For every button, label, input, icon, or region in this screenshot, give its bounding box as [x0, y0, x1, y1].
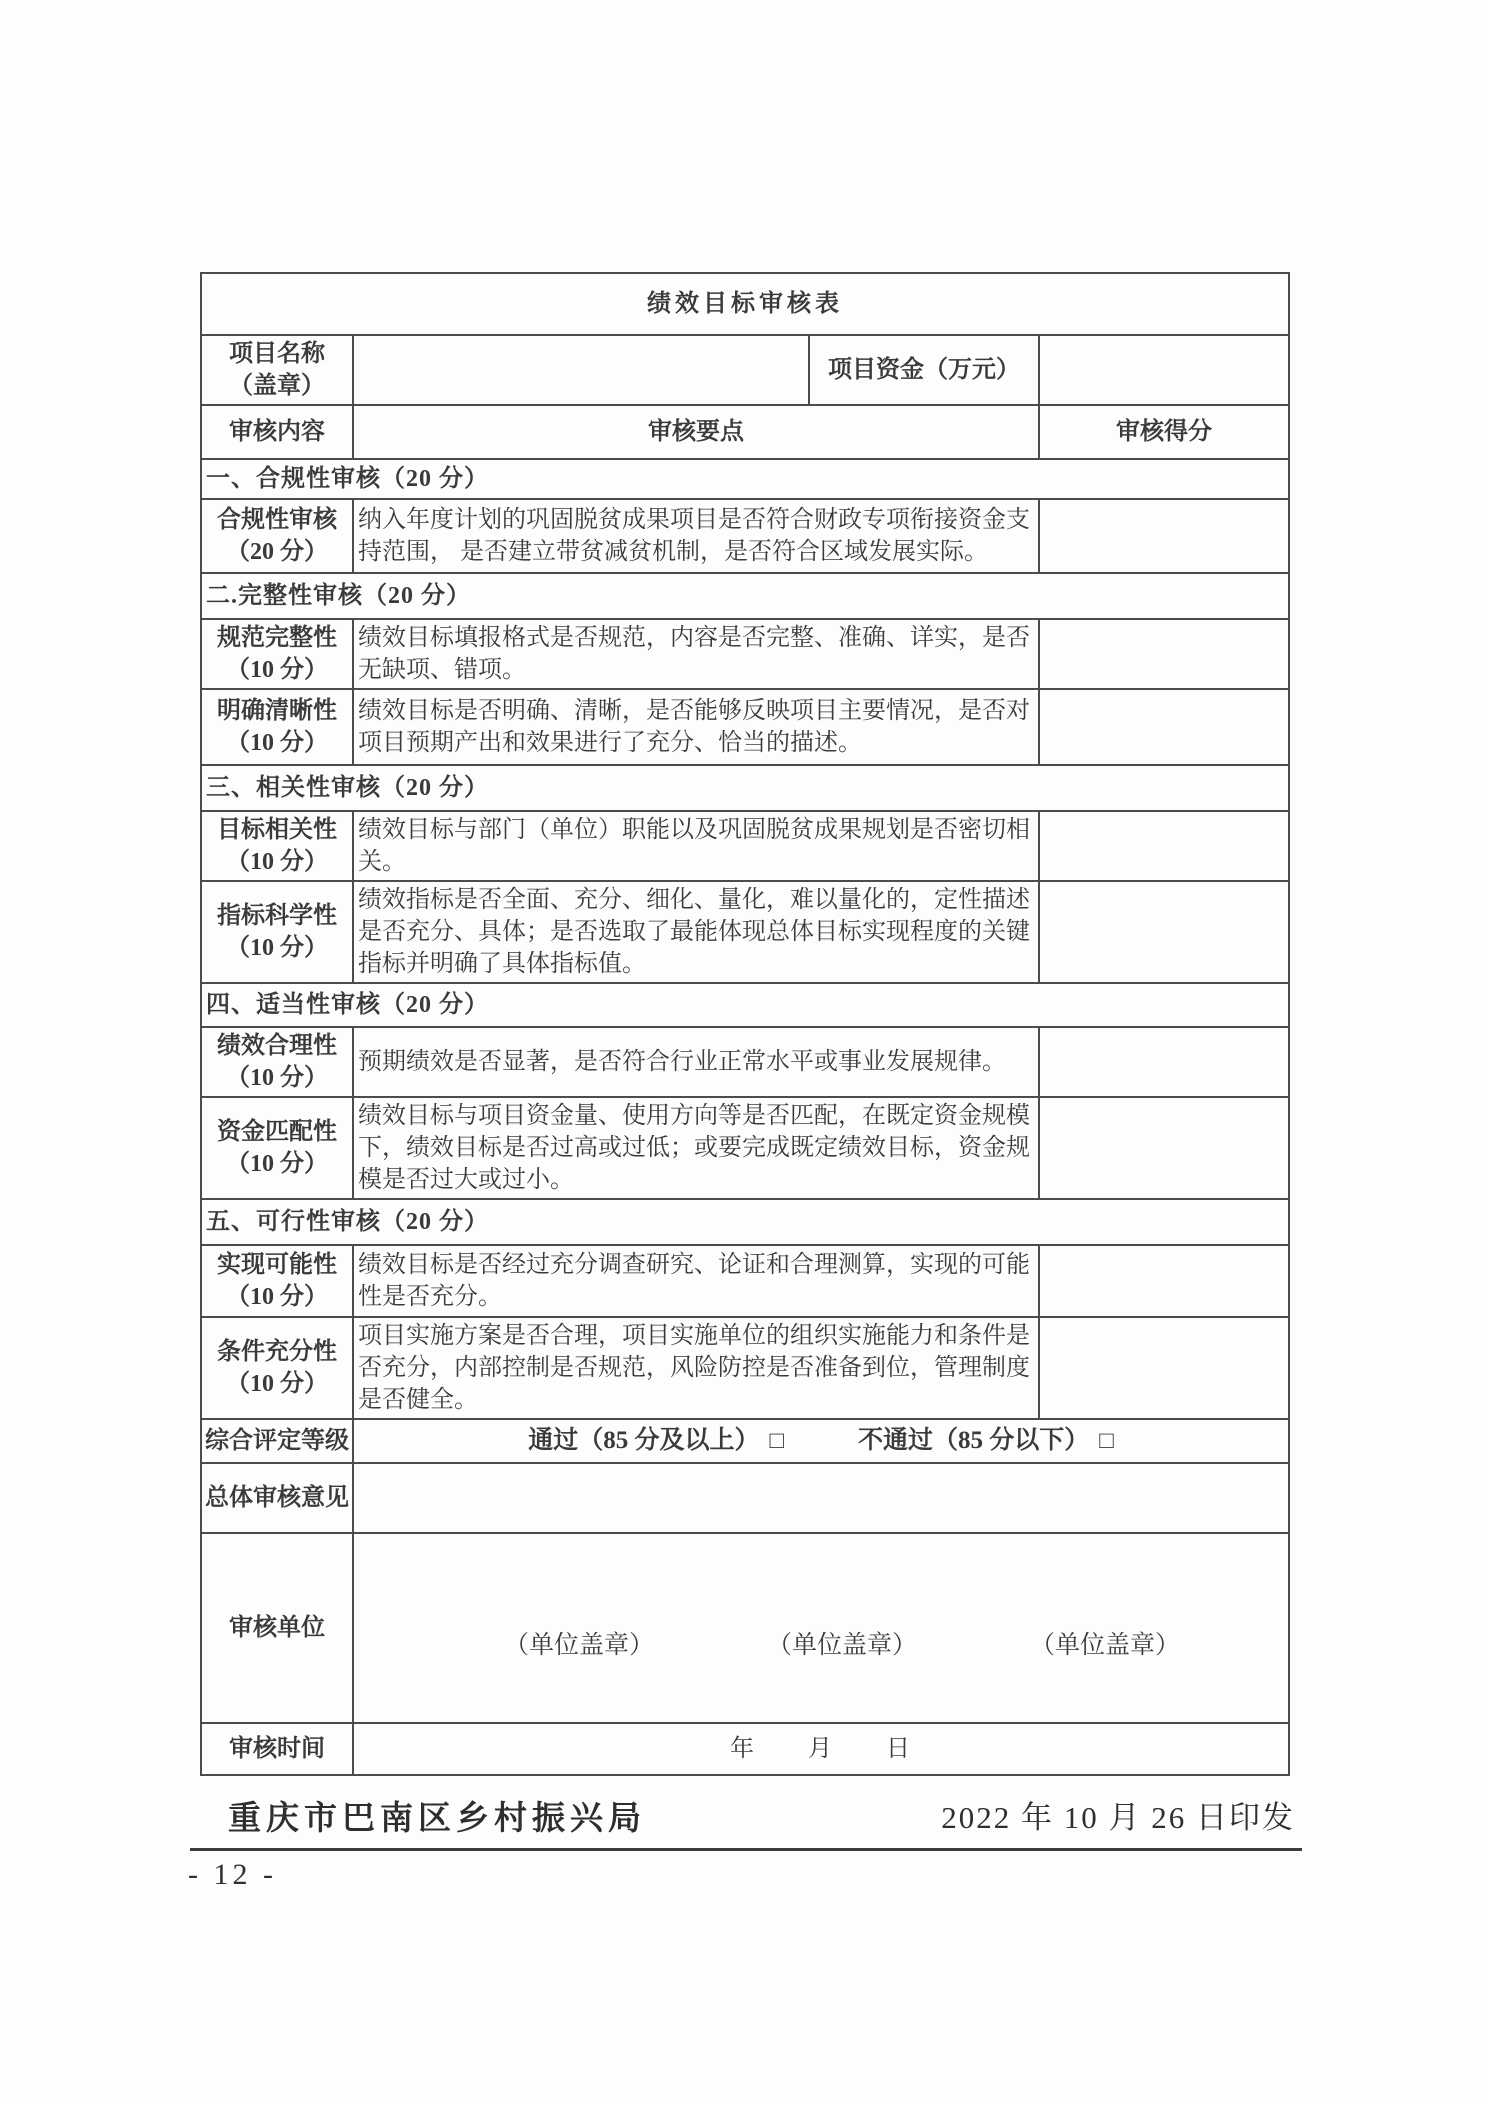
project-fund-label-cell: 项目资金（万元） — [809, 335, 1039, 405]
section-heading-completeness: 二.完整性审核（20 分） — [201, 573, 1289, 619]
overall-opinion-value-cell — [353, 1463, 1289, 1533]
row-label-indicator-science — [201, 881, 353, 983]
row-label-sub: （10 分） — [226, 1371, 328, 1397]
unit-stamp-1: （单位盖章） — [504, 1632, 655, 1659]
row-label-goal-relevance — [201, 811, 353, 881]
row-label-text: 目标相关性 — [217, 817, 337, 843]
section-heading-compliance: 一、合规性审核（20 分） — [201, 459, 1289, 499]
row-label-clarity — [201, 689, 353, 765]
row-label-text: 指标科学性 — [217, 903, 337, 929]
review-time-value-cell: 年 月 日 — [353, 1723, 1289, 1775]
section-heading-feasibility: 五、可行性审核（20 分） — [201, 1199, 1289, 1245]
review-unit-label-cell: 审核单位 — [201, 1533, 353, 1723]
points-condition-sufficiency: 项目实施方案是否合理，项目实施单位的组织实施能力和条件是否充分，内部控制是否规范，风险防控是否准备到位，管理制度是否健全。 — [353, 1317, 1039, 1419]
row-label-realization-possibility — [201, 1245, 353, 1317]
rating-pass-label: 通过（85 分及以上） — [528, 1427, 760, 1454]
section-heading-relevance: 三、相关性审核（20 分） — [201, 765, 1289, 811]
points-fund-matching: 绩效目标与项目资金量、使用方向等是否匹配，在既定资金规模下，绩效目标是否过高或过低；或要完成既定绩效目标，资金规模是否过大或过小。 — [353, 1097, 1039, 1199]
score-performance-reasonableness — [1039, 1027, 1289, 1097]
header-points-cell: 审核要点 — [353, 405, 1039, 459]
row-label-sub: （10 分） — [226, 1284, 328, 1310]
review-form-table — [200, 272, 1290, 1776]
points-format-completeness: 绩效目标填报格式是否规范，内容是否完整、准确、详实，是否无缺项、错项。 — [353, 619, 1039, 689]
row-label-text: 合规性审核 — [217, 507, 337, 533]
points-indicator-science: 绩效指标是否全面、充分、细化、量化，难以量化的，定性描述是否充分、具体；是否选取了最能体现总体目标实现程度的关键指标并明确了具体指标值。 — [353, 881, 1039, 983]
row-label-sub: （20 分） — [226, 539, 328, 565]
points-compliance: 纳入年度计划的巩固脱贫成果项目是否符合财政专项衔接资金支持范围， 是否建立带贫减贫机制，是否符合区域发展实际。 — [353, 499, 1039, 573]
rating-label-cell: 综合评定等级 — [201, 1419, 353, 1463]
row-label-format-completeness — [201, 619, 353, 689]
row-label-sub: （10 分） — [226, 935, 328, 961]
row-label-performance-reasonableness — [201, 1027, 353, 1097]
points-performance-reasonableness: 预期绩效是否显著，是否符合行业正常水平或事业发展规律。 — [353, 1027, 1039, 1097]
row-label-condition-sufficiency — [201, 1317, 353, 1419]
footer-divider-line — [190, 1848, 1302, 1851]
points-realization-possibility: 绩效目标是否经过充分调查研究、论证和合理测算，实现的可能性是否充分。 — [353, 1245, 1039, 1317]
project-name-label-cell — [201, 335, 353, 405]
rating-pass-option — [528, 1425, 784, 1457]
row-label-compliance — [201, 499, 353, 573]
section-heading-appropriateness: 四、适当性审核（20 分） — [201, 983, 1289, 1027]
score-goal-relevance — [1039, 811, 1289, 881]
points-goal-relevance: 绩效目标与部门（单位）职能以及巩固脱贫成果规划是否密切相关。 — [353, 811, 1039, 881]
project-fund-value-cell — [1039, 335, 1289, 405]
row-label-sub: （10 分） — [226, 849, 328, 875]
project-name-value-cell — [353, 335, 809, 405]
row-label-sub: （10 分） — [226, 1151, 328, 1177]
row-label-text: 条件充分性 — [217, 1339, 337, 1365]
score-indicator-science — [1039, 881, 1289, 983]
score-compliance — [1039, 499, 1289, 573]
review-time-label-cell: 审核时间 — [201, 1723, 353, 1775]
unit-stamp-3: （单位盖章） — [1029, 1632, 1180, 1659]
footer-issuing-org: 重庆市巴南区乡村振兴局 — [228, 1801, 646, 1837]
rating-options-cell — [353, 1419, 1289, 1463]
row-label-sub: （10 分） — [226, 730, 328, 756]
form-title: 绩效目标审核表 — [201, 273, 1289, 335]
rating-fail-label: 不通过（85 分以下） — [858, 1427, 1090, 1454]
score-condition-sufficiency — [1039, 1317, 1289, 1419]
score-format-completeness — [1039, 619, 1289, 689]
row-label-text: 绩效合理性 — [217, 1033, 337, 1059]
fail-checkbox: □ — [1099, 1428, 1114, 1454]
page-number: - 12 - — [188, 1858, 277, 1891]
score-realization-possibility — [1039, 1245, 1289, 1317]
header-content-cell: 审核内容 — [201, 405, 353, 459]
unit-stamp-2: （单位盖章） — [766, 1632, 917, 1659]
row-label-text: 实现可能性 — [217, 1252, 337, 1278]
review-unit-stamps-cell — [353, 1533, 1289, 1723]
row-label-sub: （10 分） — [226, 1065, 328, 1091]
row-label-text: 规范完整性 — [217, 625, 337, 651]
row-label-text: 资金匹配性 — [217, 1119, 337, 1145]
row-label-fund-matching — [201, 1097, 353, 1199]
points-clarity: 绩效目标是否明确、清晰，是否能够反映项目主要情况，是否对项目预期产出和效果进行了充分、恰当的描述。 — [353, 689, 1039, 765]
row-label-sub: （10 分） — [226, 657, 328, 683]
footer-issue-date: 2022 年 10 月 26 日印发 — [941, 1800, 1295, 1835]
pass-checkbox: □ — [769, 1428, 784, 1454]
project-name-label-line2: （盖章） — [229, 373, 325, 399]
overall-opinion-label-cell: 总体审核意见 — [201, 1463, 353, 1533]
row-label-text: 明确清晰性 — [217, 698, 337, 724]
score-clarity — [1039, 689, 1289, 765]
score-fund-matching — [1039, 1097, 1289, 1199]
project-name-label-line1: 项目名称 — [229, 341, 325, 367]
rating-fail-option — [858, 1425, 1114, 1457]
header-score-cell: 审核得分 — [1039, 405, 1289, 459]
